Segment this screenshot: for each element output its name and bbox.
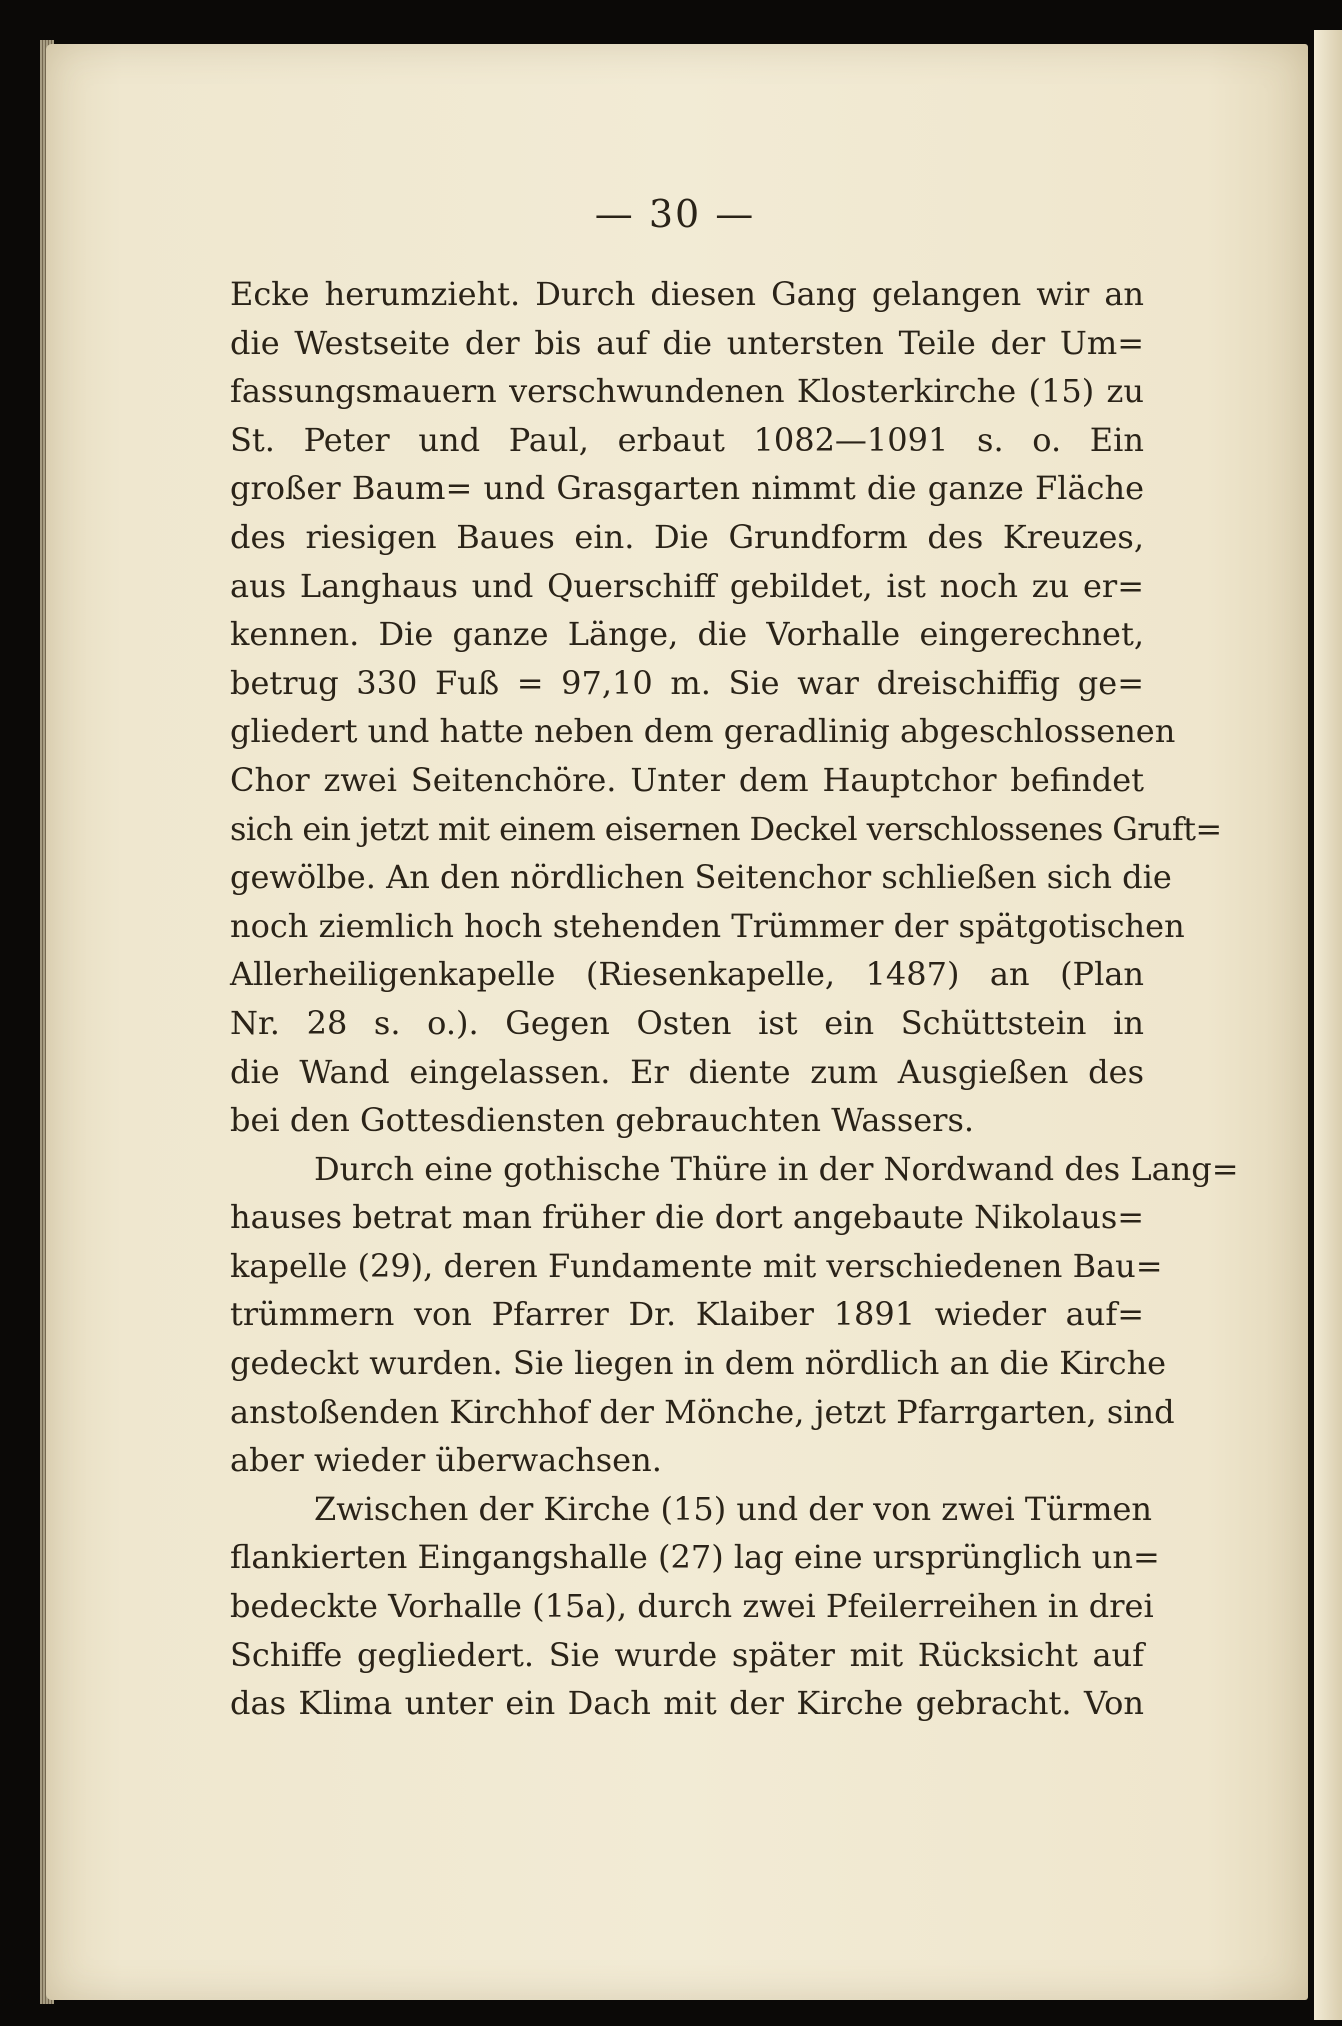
text-line: aber wieder überwachsen. <box>230 1441 662 1480</box>
text-line: hauses betrat man früher die dort angebaute Nikolaus= <box>230 1198 1145 1237</box>
text-line: das Klima unter ein Dach mit der Kirche gebracht. Von <box>230 1684 1144 1723</box>
text-line: noch ziemlich hoch stehenden Trümmer der spätgotischen <box>230 906 1185 945</box>
text-line: Durch eine gothische Thüre in der Nordwand des Lang= <box>314 1149 1239 1188</box>
text-line: Nr. 28 s. o.). Gegen Osten ist ein Schüttstein in <box>230 1003 1144 1042</box>
text-line: die Wand eingelassen. Er diente zum Ausgießen des <box>230 1052 1144 1091</box>
text-line: Zwischen der Kirche (15) und der von zwei Türmen <box>314 1489 1152 1528</box>
text-line: aus Langhaus und Querschiff gebildet, ist noch zu er= <box>230 566 1144 605</box>
page-number: — 30 — <box>594 192 756 236</box>
text-line: kennen. Die ganze Länge, die Vorhalle eingerechnet, <box>230 615 1144 654</box>
text-line: des riesigen Baues ein. Die Grundform des Kreuzes, <box>230 517 1144 556</box>
body-text <box>230 270 1239 1728</box>
text-line: flankierten Eingangshalle (27) lag eine ursprünglich un= <box>230 1538 1160 1577</box>
text-line: gliedert und hatte neben dem geradlinig abgeschlossenen <box>230 712 1176 751</box>
text-line: trümmern von Pfarrer Dr. Klaiber 1891 wieder auf= <box>230 1295 1144 1334</box>
text-line: anstoßenden Kirchhof der Mönche, jetzt Pfarrgarten, sind <box>230 1392 1175 1431</box>
paragraph-1 <box>230 270 1222 1145</box>
text-line: Allerheiligenkapelle (Riesenkapelle, 1487) an (Plan <box>230 955 1144 994</box>
paragraph-2 <box>230 1145 1239 1485</box>
text-line: Ecke herumzieht. Durch diesen Gang gelangen wir an <box>230 275 1144 313</box>
text-line: großer Baum= und Grasgarten nimmt die ganze Fläche <box>230 469 1144 508</box>
facing-page-edge <box>1314 30 1342 2020</box>
text-line: St. Peter und Paul, erbaut 1082—1091 s. o. Ein <box>230 420 1144 459</box>
text-line: Schiffe gegliedert. Sie wurde später mit Rücksicht auf <box>230 1635 1144 1674</box>
text-line: bedeckte Vorhalle (15a), durch zwei Pfeilerreihen in drei <box>230 1587 1154 1626</box>
paragraph-3 <box>230 1485 1160 1728</box>
text-line: fassungsmauern verschwundenen Klosterkirche (15) zu <box>230 372 1144 411</box>
text-line: gedeckt wurden. Sie liegen in dem nördlich an die Kirche <box>230 1344 1167 1383</box>
text-line: die Westseite der bis auf die untersten Teile der Um= <box>230 323 1144 362</box>
text-line: gewölbe. An den nördlichen Seitenchor schließen sich die <box>230 858 1172 897</box>
text-line: sich ein jetzt mit einem eisernen Deckel verschlossenes Gruft= <box>230 809 1222 848</box>
text-line: kapelle (29), deren Fundamente mit verschiedenen Bau= <box>230 1246 1163 1285</box>
text-line: Chor zwei Seitenchöre. Unter dem Hauptchor befindet <box>230 760 1144 799</box>
text-line: betrug 330 Fuß = 97,10 m. Sie war dreischiffig ge= <box>230 663 1144 702</box>
text-line: bei den Gottesdiensten gebrauchten Wassers. <box>230 1101 975 1140</box>
